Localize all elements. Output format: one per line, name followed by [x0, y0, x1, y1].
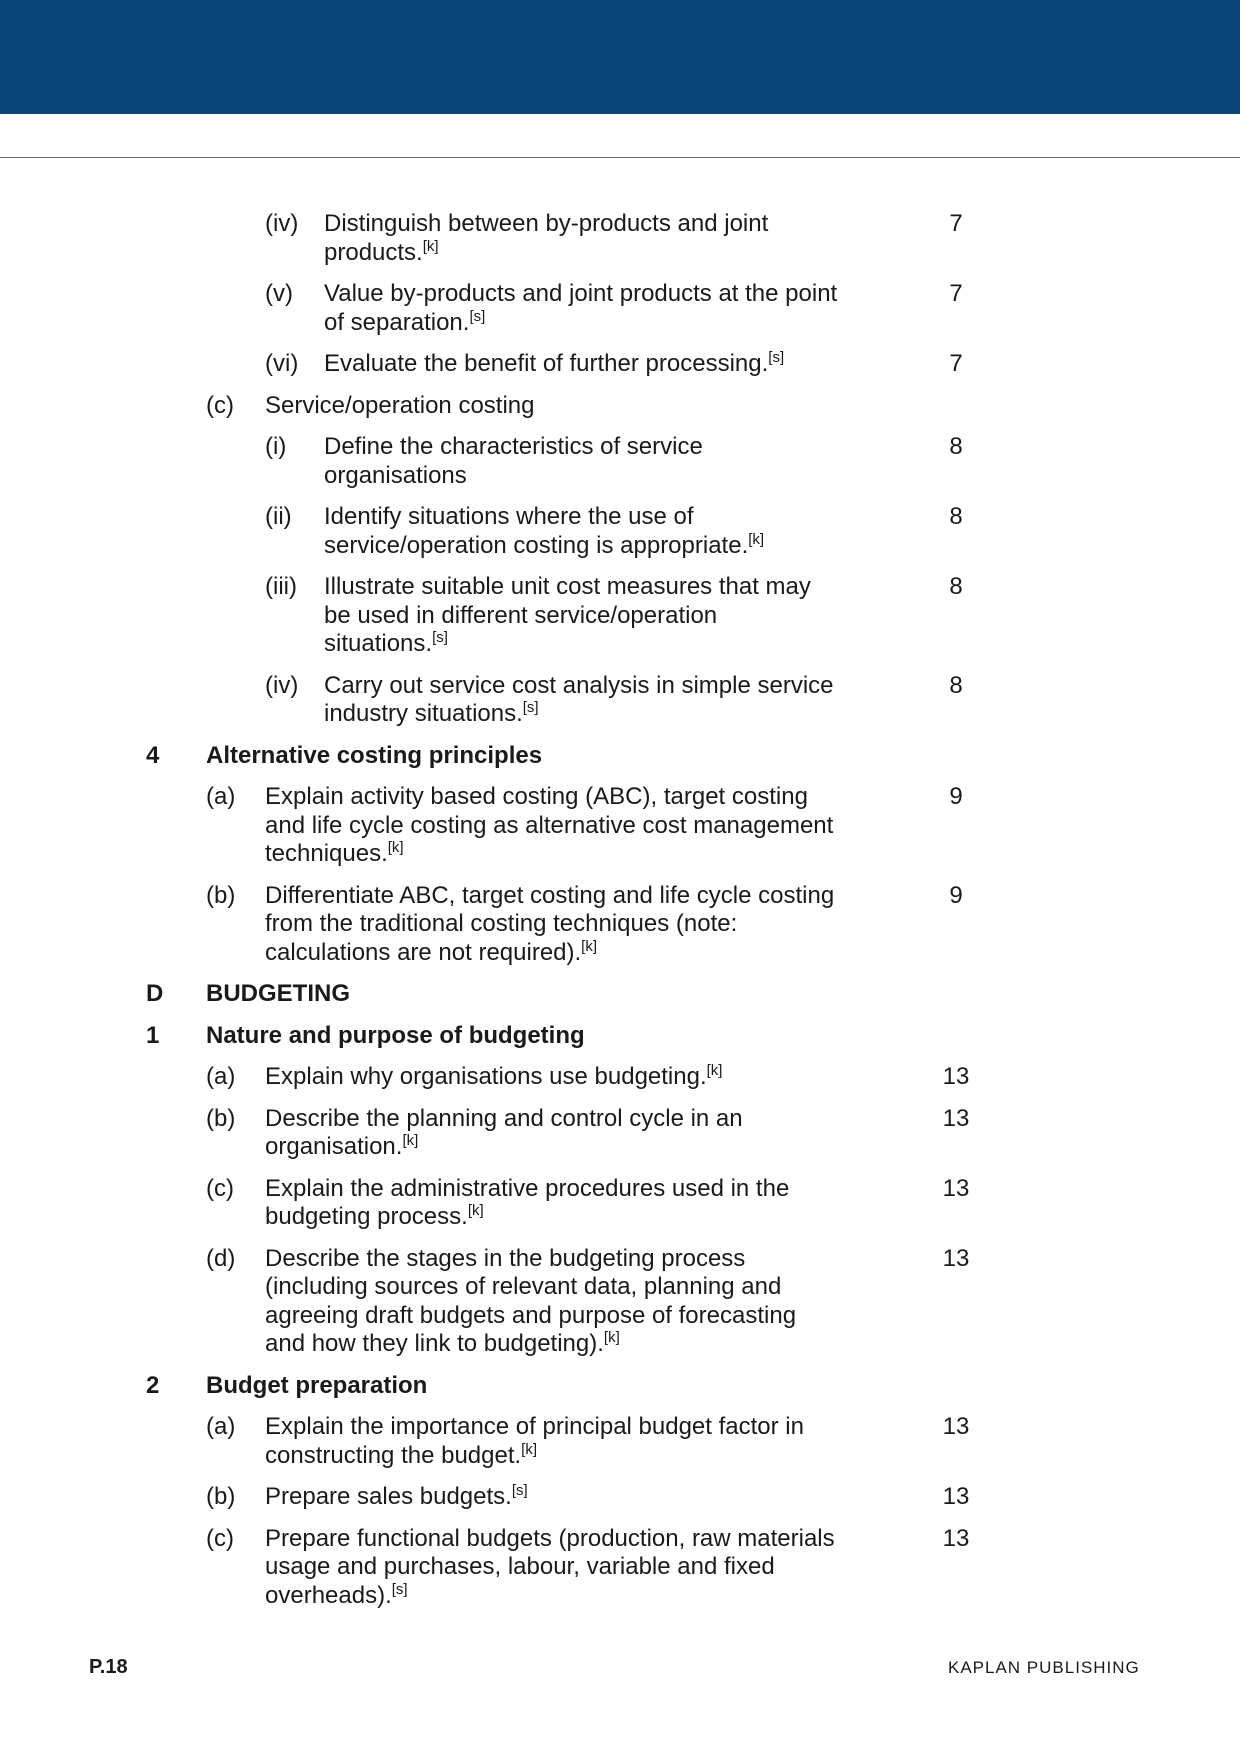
- item-text-content: Value by-products and joint products at the point: [324, 280, 838, 307]
- skill-level-marker: [k]: [521, 1440, 538, 1458]
- section-heading: [0, 742, 1240, 771]
- item-text-content: Define the characteristics of service: [324, 433, 703, 460]
- skill-level-marker: [k]: [422, 237, 439, 255]
- item-number: 2: [146, 1371, 160, 1399]
- item-text: [324, 573, 811, 659]
- item-text-line: [265, 1175, 789, 1204]
- item-text: [265, 1105, 743, 1162]
- item-text-content: from the traditional costing techniques (note:: [265, 910, 738, 937]
- item-text: [324, 350, 784, 379]
- item-text-line: [265, 783, 833, 812]
- item-text: [265, 392, 534, 421]
- item-text-content: Budget preparation: [206, 1371, 428, 1399]
- skill-level-marker: [k]: [402, 1132, 419, 1149]
- item-text-line: [324, 462, 703, 491]
- chapter-reference: 13: [942, 1063, 970, 1090]
- header-rule: [0, 157, 1240, 158]
- item-text-content: organisations: [324, 461, 467, 489]
- skill-level-marker: [k]: [467, 1202, 484, 1219]
- item-text-content: techniques.: [265, 840, 388, 867]
- section-heading: [0, 1022, 1240, 1051]
- item-text: [265, 1525, 835, 1611]
- skill-level-marker: [s]: [391, 1580, 408, 1598]
- item-text-line: [265, 1330, 796, 1359]
- skill-level-marker: [k]: [603, 1329, 620, 1346]
- item-text-content: agreeing draft budgets and purpose of forecasting: [265, 1301, 797, 1329]
- skill-level-marker: [s]: [768, 349, 785, 366]
- item-text-content: Service/operation costing: [265, 391, 535, 419]
- item-text-content: and life cycle costing as alternative cost management: [265, 811, 834, 839]
- header-banner: [0, 0, 1240, 114]
- item-number: (ii): [265, 503, 292, 530]
- chapter-reference: 13: [942, 1524, 970, 1552]
- syllabus-item: [0, 672, 1240, 729]
- syllabus-item: [0, 1525, 1240, 1611]
- chapter-reference: 13: [942, 1413, 970, 1440]
- item-text-line: [324, 433, 703, 462]
- syllabus-item: [0, 433, 1240, 490]
- skill-level-marker: [k]: [706, 1062, 723, 1079]
- skill-level-marker: [k]: [748, 530, 765, 548]
- syllabus-item: [0, 783, 1240, 869]
- item-text-content: (including sources of relevant data, planning and: [265, 1273, 782, 1300]
- item-text-line: [265, 882, 834, 911]
- item-text-content: Alternative costing principles: [206, 741, 543, 769]
- item-number: (iv): [265, 671, 299, 699]
- item-text-content: Illustrate suitable unit cost measures that may: [324, 573, 811, 600]
- item-number: (iv): [265, 210, 299, 237]
- item-text-content: Explain activity based costing (ABC), target costing: [265, 783, 808, 810]
- item-text-line: [265, 1133, 743, 1162]
- skill-level-marker: [s]: [522, 699, 539, 716]
- item-number: (i): [265, 433, 287, 460]
- item-text-line: [324, 602, 811, 631]
- chapter-reference: 7: [949, 210, 963, 237]
- item-text-content: BUDGETING: [206, 980, 350, 1007]
- chapter-reference: 9: [949, 783, 963, 810]
- item-number: (vi): [265, 350, 299, 377]
- item-text-line: [265, 1483, 528, 1512]
- item-text-content: industry situations.: [324, 700, 523, 727]
- item-text-line: [265, 1553, 835, 1582]
- syllabus-item: [0, 503, 1240, 560]
- item-number: (d): [206, 1244, 236, 1272]
- item-text-line: [324, 672, 834, 701]
- item-text-line: [324, 532, 764, 561]
- item-text-content: and how they link to budgeting).: [265, 1330, 604, 1357]
- publisher-name: KAPLAN PUBLISHING: [948, 1658, 1140, 1677]
- item-number: 4: [146, 741, 160, 769]
- item-number: (a): [206, 1413, 236, 1440]
- item-number: (b): [206, 1483, 236, 1510]
- chapter-reference: 8: [949, 671, 963, 699]
- page-number: P.18: [89, 1656, 128, 1678]
- item-text: [206, 1372, 427, 1401]
- item-text-content: usage and purchases, labour, variable and fixed: [265, 1553, 775, 1580]
- item-text-line: [206, 1022, 585, 1051]
- item-text-content: Differentiate ABC, target costing and life cycle costing: [265, 881, 835, 909]
- item-text-content: Identify situations where the use of: [324, 503, 694, 530]
- item-number: (b): [206, 1104, 236, 1132]
- item-number: (iii): [265, 573, 297, 600]
- item-number: (c): [206, 1524, 234, 1552]
- item-number: (c): [206, 391, 234, 419]
- item-text: [324, 433, 703, 490]
- item-text: [265, 1413, 804, 1470]
- item-text: [206, 980, 350, 1009]
- chapter-reference: 13: [942, 1104, 970, 1132]
- chapter-reference: 8: [949, 573, 963, 600]
- item-text-content: Explain the importance of principal budget factor in: [265, 1413, 804, 1440]
- item-text: [265, 1245, 796, 1359]
- syllabus-item: [0, 1413, 1240, 1470]
- item-text-content: service/operation costing is appropriate.: [324, 531, 749, 559]
- item-text-line: [265, 1063, 722, 1092]
- item-number: (a): [206, 1063, 236, 1090]
- skill-level-marker: [k]: [387, 839, 404, 856]
- item-text-content: Prepare functional budgets (production, raw materials: [265, 1524, 835, 1552]
- syllabus-item: [0, 1175, 1240, 1232]
- item-text-line: [324, 700, 834, 729]
- item-text-line: [265, 910, 834, 939]
- item-text-content: Explain the administrative procedures used in the: [265, 1174, 790, 1202]
- skill-level-marker: [k]: [581, 937, 598, 955]
- item-text: [324, 280, 837, 337]
- chapter-reference: 13: [942, 1244, 970, 1272]
- item-text-line: [324, 239, 768, 268]
- item-text-content: be used in different service/operation: [324, 601, 718, 629]
- item-text-line: [265, 812, 833, 841]
- item-text-line: [265, 1245, 796, 1274]
- chapter-reference: 13: [942, 1174, 970, 1202]
- chapter-reference: 13: [942, 1483, 970, 1510]
- item-text-content: Explain why organisations use budgeting.: [265, 1063, 707, 1090]
- item-text-content: constructing the budget.: [265, 1441, 522, 1469]
- item-text-content: Prepare sales budgets.: [265, 1483, 512, 1510]
- item-text-content: products.: [324, 238, 423, 266]
- item-text: [206, 1022, 585, 1051]
- item-text-line: [265, 1302, 796, 1331]
- item-text: [265, 1483, 528, 1512]
- syllabus-item: [0, 392, 1240, 421]
- item-text-line: [265, 1442, 804, 1471]
- syllabus-item: [0, 280, 1240, 337]
- item-text: [265, 1175, 789, 1232]
- item-text-content: Evaluate the benefit of further processing.: [324, 350, 769, 377]
- item-number: (c): [206, 1174, 234, 1202]
- chapter-reference: 9: [949, 881, 963, 909]
- item-text-line: [206, 1372, 427, 1401]
- item-number: D: [146, 980, 164, 1007]
- item-text-content: budgeting process.: [265, 1203, 468, 1230]
- item-text-line: [206, 742, 542, 771]
- syllabus-item: [0, 1245, 1240, 1359]
- item-text-line: [265, 1413, 804, 1442]
- item-text-line: [265, 939, 834, 968]
- item-text-line: [324, 350, 784, 379]
- item-text-line: [265, 1203, 789, 1232]
- item-text: [265, 783, 833, 869]
- item-text: [265, 1063, 722, 1092]
- chapter-reference: 7: [949, 280, 963, 307]
- item-text: [324, 672, 834, 729]
- item-number: (a): [206, 783, 236, 810]
- item-text-content: Describe the planning and control cycle in an: [265, 1104, 743, 1132]
- chapter-reference: 7: [949, 350, 963, 377]
- syllabus-item: [0, 573, 1240, 659]
- item-text-content: overheads).: [265, 1581, 392, 1609]
- item-text-line: [324, 630, 811, 659]
- item-text-line: [265, 1105, 743, 1134]
- syllabus-item: [0, 882, 1240, 968]
- item-text-content: organisation.: [265, 1133, 403, 1160]
- item-text-line: [324, 503, 764, 532]
- section-heading: [0, 980, 1240, 1009]
- item-number: (v): [265, 280, 293, 307]
- syllabus-item: [0, 1063, 1240, 1092]
- chapter-reference: 8: [949, 503, 963, 530]
- item-text: [265, 882, 834, 968]
- item-text: [324, 210, 768, 267]
- item-text-content: Nature and purpose of budgeting: [206, 1021, 585, 1049]
- chapter-reference: 8: [949, 433, 963, 460]
- syllabus-item: [0, 1483, 1240, 1512]
- item-text-content: of separation.: [324, 308, 470, 336]
- section-heading: [0, 1372, 1240, 1401]
- item-text-line: [265, 1525, 835, 1554]
- item-text-line: [324, 573, 811, 602]
- item-text-content: Distinguish between by-products and joint: [324, 210, 769, 237]
- skill-level-marker: [s]: [432, 629, 448, 646]
- item-text: [324, 503, 764, 560]
- item-number: 1: [146, 1021, 160, 1049]
- item-text-content: Describe the stages in the budgeting process: [265, 1244, 746, 1272]
- item-text-line: [206, 980, 350, 1009]
- item-text-line: [265, 392, 534, 421]
- item-text: [206, 742, 542, 771]
- item-number: (b): [206, 881, 236, 909]
- item-text-content: Carry out service cost analysis in simple service: [324, 671, 834, 699]
- item-text-line: [265, 1582, 835, 1611]
- item-text-line: [265, 1273, 796, 1302]
- skill-level-marker: [s]: [511, 1482, 528, 1499]
- item-text-line: [265, 840, 833, 869]
- item-text-content: calculations are not required).: [265, 938, 582, 966]
- syllabus-item: [0, 210, 1240, 267]
- item-text-line: [324, 309, 837, 338]
- item-text-line: [324, 210, 768, 239]
- item-text-content: situations.: [324, 630, 433, 657]
- syllabus-item: [0, 350, 1240, 379]
- skill-level-marker: [s]: [469, 307, 486, 325]
- syllabus-item: [0, 1105, 1240, 1162]
- item-text-line: [324, 280, 837, 309]
